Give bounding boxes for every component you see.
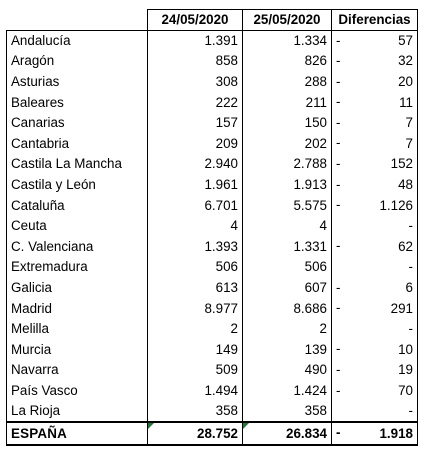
table-row [7,133,418,154]
difference-sign: - [336,135,341,151]
region-cell: Cataluña [7,195,148,216]
region-cell: Murcia [7,339,148,360]
header-differences: Diferencias [332,10,418,31]
difference-value: - [408,259,413,275]
total-row [7,422,418,445]
date-2-value-cell: 202 [243,133,332,154]
difference-sign: - [336,156,341,172]
table-row [7,339,418,360]
header-date-1: 24/05/2020 [148,10,243,31]
date-2-value-cell: 607 [243,278,332,299]
total-difference-sign: - [336,425,341,441]
header-row [7,10,418,31]
difference-cell [332,154,418,175]
date-1-value-cell: 1.391 [148,31,243,52]
region-cell: Madrid [7,298,148,319]
difference-value: 20 [398,73,413,89]
difference-cell [332,72,418,93]
region-cell: Navarra [7,360,148,381]
difference-value: 57 [398,33,413,49]
date-2-value-cell: 1.334 [243,31,332,52]
date-1-value-cell: 2.940 [148,154,243,175]
difference-sign: - [336,197,341,213]
difference-cell [332,298,418,319]
difference-cell [332,31,418,52]
region-cell: Canarias [7,113,148,134]
difference-value: 291 [390,300,413,316]
difference-cell [332,92,418,113]
region-cell: Aragón [7,51,148,72]
total-difference-value: 1.918 [379,425,413,441]
date-1-value-cell: 506 [148,257,243,278]
total-date-2-cell: 26.834 [243,422,332,445]
table-row [7,175,418,196]
difference-cell [332,257,418,278]
difference-sign: - [336,33,341,48]
difference-value: - [408,218,413,234]
difference-value: 70 [398,382,413,398]
table-row [7,236,418,257]
date-2-value-cell: 826 [243,51,332,72]
table-row [7,381,418,402]
table-row [7,257,418,278]
table-row [7,51,418,72]
difference-cell [332,216,418,237]
table-row [7,113,418,134]
header-date-2: 25/05/2020 [243,10,332,31]
date-2-value-cell: 490 [243,360,332,381]
region-cell: Baleares [7,92,148,113]
table-row [7,154,418,175]
total-difference-cell [332,422,418,445]
region-cell: Extremadura [7,257,148,278]
table-row [7,72,418,93]
difference-value: 48 [398,176,413,192]
difference-cell [332,339,418,360]
date-1-value-cell: 8.977 [148,298,243,319]
date-1-value-cell: 858 [148,51,243,72]
difference-value: - [408,321,413,337]
region-cell: Ceuta [7,216,148,237]
date-1-value-cell: 509 [148,360,243,381]
region-cell: País Vasco [7,381,148,402]
difference-sign: - [336,238,341,254]
region-cell: C. Valenciana [7,236,148,257]
date-1-value-cell: 2 [148,319,243,340]
date-1-value-cell: 358 [148,401,243,422]
date-2-value-cell: 5.575 [243,195,332,216]
table-row [7,31,418,52]
date-2-value-cell: 2.788 [243,154,332,175]
table-row [7,319,418,340]
difference-value: 7 [405,135,413,151]
difference-cell [332,381,418,402]
table-row [7,92,418,113]
date-1-value-cell: 222 [148,92,243,113]
date-1-value-cell: 1.494 [148,381,243,402]
date-2-value-cell: 150 [243,113,332,134]
date-2-value-cell: 139 [243,339,332,360]
difference-sign: - [336,300,341,316]
region-cell: Castila La Mancha [7,154,148,175]
difference-cell [332,360,418,381]
difference-value: 32 [398,53,413,69]
table-row [7,195,418,216]
difference-sign: - [336,176,341,192]
difference-value: 10 [398,341,413,357]
date-2-value-cell: 1.424 [243,381,332,402]
date-1-value-cell: 1.961 [148,175,243,196]
date-1-value-cell: 157 [148,113,243,134]
difference-cell [332,195,418,216]
difference-value: 1.126 [379,197,413,213]
difference-value: 6 [405,279,413,295]
table-row [7,278,418,299]
date-2-value-cell: 2 [243,319,332,340]
date-2-value-cell: 211 [243,92,332,113]
date-2-value-cell: 1.331 [243,236,332,257]
difference-cell [332,319,418,340]
table-row [7,216,418,237]
date-1-value-cell: 4 [148,216,243,237]
total-region-cell: ESPAÑA [7,422,148,445]
difference-sign: - [336,53,341,69]
difference-value: 19 [398,362,413,378]
region-cell: La Rioja [7,401,148,422]
date-2-value-cell: 358 [243,401,332,422]
difference-value: - [408,403,413,419]
difference-value: 62 [398,238,413,254]
difference-sign: - [336,114,341,130]
difference-sign: - [336,341,341,357]
region-cell: Galicia [7,278,148,299]
date-2-value-cell: 288 [243,72,332,93]
date-2-value-cell: 8.686 [243,298,332,319]
table-row [7,298,418,319]
table-row [7,360,418,381]
difference-cell [332,278,418,299]
table-row [7,401,418,422]
header-corner-cell [7,10,148,31]
date-2-value-cell: 506 [243,257,332,278]
difference-value: 7 [405,115,413,131]
difference-sign: - [336,362,341,377]
difference-cell [332,133,418,154]
date-1-value-cell: 613 [148,278,243,299]
difference-sign: - [336,73,341,89]
difference-cell [332,113,418,134]
difference-sign: - [336,382,341,398]
region-cell: Melilla [7,319,148,340]
date-1-value-cell: 308 [148,72,243,93]
difference-cell [332,51,418,72]
date-1-value-cell: 1.393 [148,236,243,257]
date-1-value-cell: 6.701 [148,195,243,216]
total-date-1-cell: 28.752 [148,422,243,445]
region-cell: Andalucía [7,31,148,52]
date-2-value-cell: 4 [243,216,332,237]
difference-sign: - [336,279,341,295]
date-1-value-cell: 149 [148,339,243,360]
difference-cell [332,236,418,257]
date-2-value-cell: 1.913 [243,175,332,196]
difference-value: 152 [390,156,413,172]
date-1-value-cell: 209 [148,133,243,154]
difference-value: 11 [399,94,413,110]
difference-cell [332,175,418,196]
table-body [7,31,418,423]
region-cell: Asturias [7,72,148,93]
difference-cell [332,401,418,422]
regional-data-table [6,9,418,446]
region-cell: Cantabria [7,133,148,154]
region-cell: Castila y León [7,175,148,196]
difference-sign: - [336,94,341,110]
